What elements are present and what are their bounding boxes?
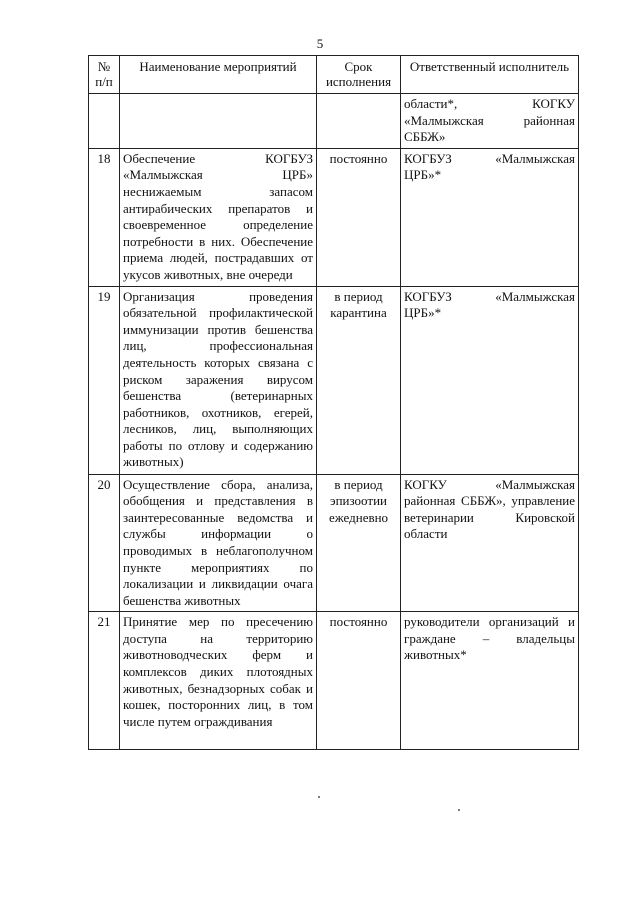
table-row [89,148,579,286]
row-num [89,94,120,149]
row-term: постоянно [317,148,401,286]
row-term: в период карантина [317,286,401,474]
table-header [89,56,579,94]
page-number: 5 [316,36,324,51]
header-name: Наименование мероприятий [120,56,317,94]
row-responsible: области*, КОГКУ «Малмыжская районная СББЖ» [401,94,579,149]
table-body [89,94,579,750]
row-num: 21 [89,612,120,750]
row-responsible: руководители организаций и граждане – владельцы животных* [401,612,579,750]
row-term: постоянно [317,612,401,750]
row-measure: Организация проведения обязательной профилактической иммунизации против бешенства лиц, профессиональная деятельность которых связана с риском заражения вирусом бешенства (ветеринарных работников, охотников, егерей, лесников, лиц, выполняющих работы по отлову и содержанию животных) [120,286,317,474]
table-row [89,94,579,149]
row-measure: Принятие мер по пресечению доступа на территорию животноводческих ферм и комплексов диких плотоядных животных, безнадзорных собак и кошек, посторонних лиц, в том числе путем ограждивания [120,612,317,750]
row-num: 19 [89,286,120,474]
table-row [89,286,579,474]
row-responsible: КОГБУЗ «Малмыжская ЦРБ»* [401,286,579,474]
row-responsible: КОГКУ «Малмыжская районная СББЖ», управление ветеринарии Кировской области [401,474,579,612]
row-measure [120,94,317,149]
table-row [89,612,579,750]
row-measure: Обеспечение КОГБУЗ «Малмыжская ЦРБ» неснижаемым запасом антирабических препаратов и своевременное определение потребности в них. Обеспечение приема людей, пострадавших от укусов животных, вне очереди [120,148,317,286]
row-num: 20 [89,474,120,612]
header-num: № п/п [89,56,120,94]
row-measure: Осуществление сбора, анализа, обобщения и представления в заинтересованные ведомства и службы информации о проводимых в неблагополучном пункте мероприятиях по локализации и ликвидации очага бешенства животных [120,474,317,612]
scan-speck [458,809,460,811]
header-responsible: Ответственный исполнитель [401,56,579,94]
row-term: в период эпизоотии ежедневно [317,474,401,612]
row-num: 18 [89,148,120,286]
measures-table [88,55,579,750]
header-row [89,56,579,94]
row-term [317,94,401,149]
row-responsible: КОГБУЗ «Малмыжская ЦРБ»* [401,148,579,286]
header-term: Срок исполнения [317,56,401,94]
scan-speck [318,796,320,798]
table-row [89,474,579,612]
